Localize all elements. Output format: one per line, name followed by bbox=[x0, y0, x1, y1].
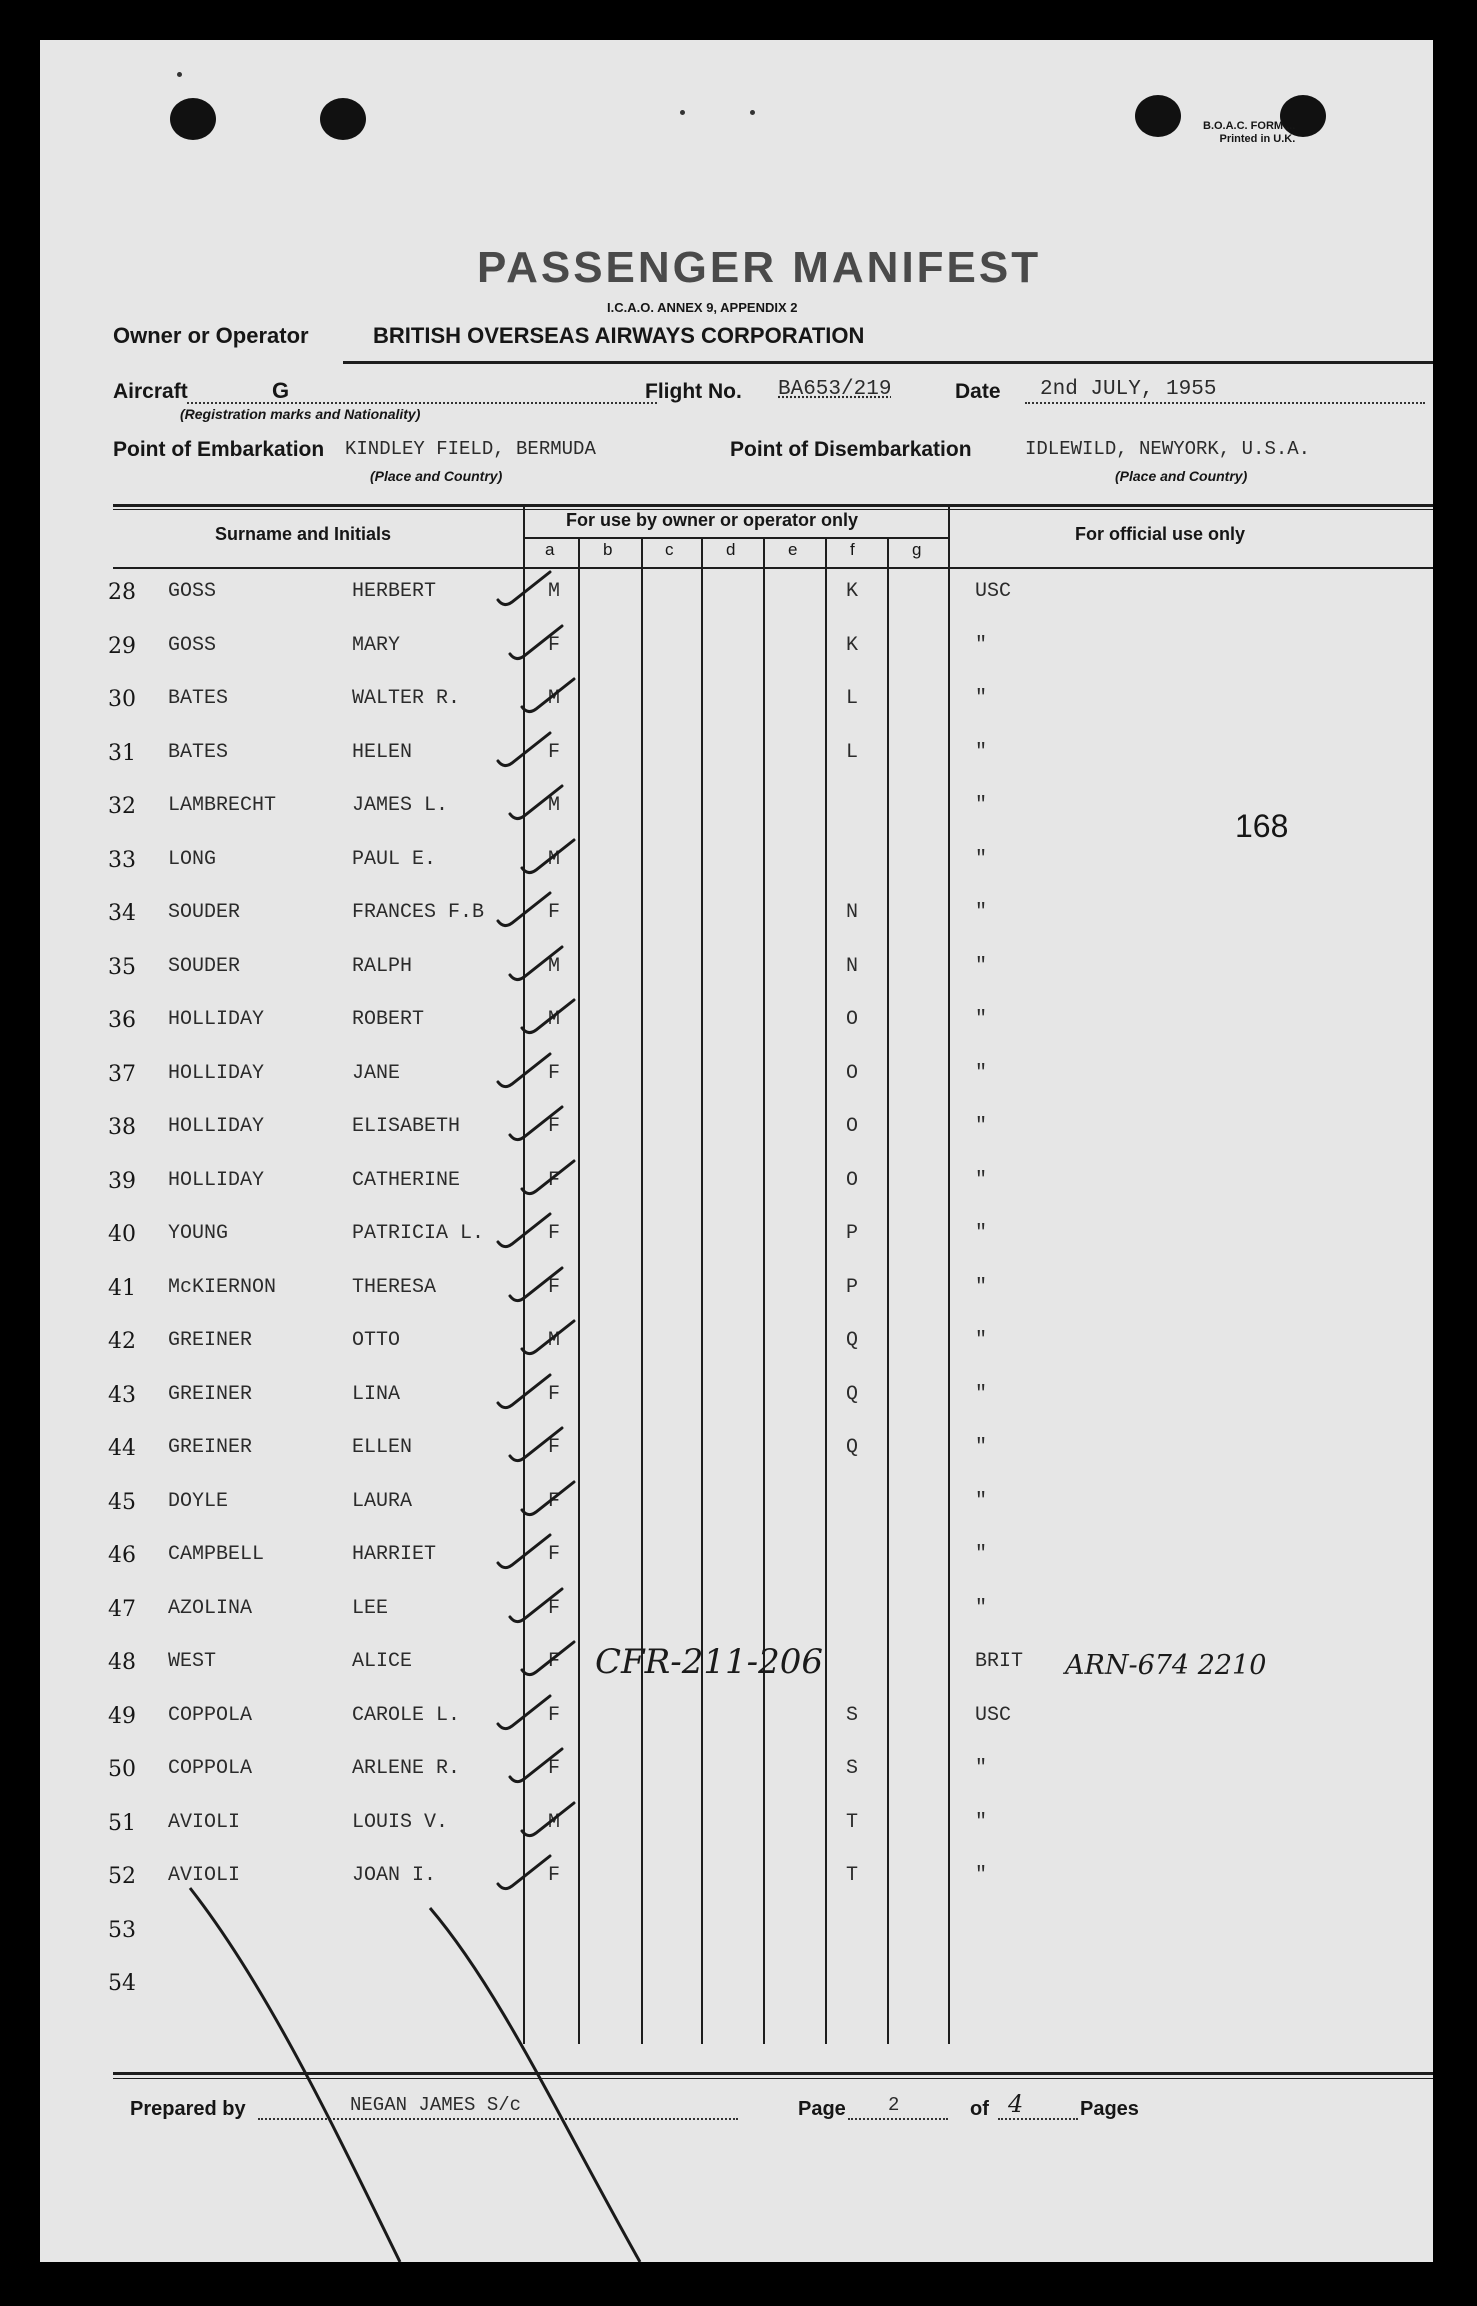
official-status: " bbox=[975, 1864, 988, 1887]
surname: LAMBRECHT bbox=[168, 794, 277, 817]
given-name: JAMES L. bbox=[352, 794, 449, 817]
row-number: 41 bbox=[108, 1276, 136, 1301]
sex: M bbox=[548, 794, 561, 817]
sex: M bbox=[548, 1329, 561, 1352]
punch-hole-icon bbox=[320, 98, 366, 140]
column-f-code: S bbox=[846, 1757, 859, 1780]
operator-column-letter: d bbox=[726, 540, 736, 559]
aircraft-label: Aircraft bbox=[113, 380, 188, 403]
surname-column-header: Surname and Initials bbox=[215, 524, 392, 544]
official-status: " bbox=[975, 1811, 988, 1834]
sex: F bbox=[548, 1704, 561, 1727]
prepared-by-line bbox=[258, 2118, 738, 2120]
row-number: 29 bbox=[108, 634, 136, 659]
row-number: 51 bbox=[108, 1811, 136, 1836]
sex: F bbox=[548, 1222, 561, 1245]
official-status: " bbox=[975, 1543, 988, 1566]
of-value: 4 bbox=[1008, 2090, 1024, 2118]
column-f-code: N bbox=[846, 901, 859, 924]
aircraft-value: G bbox=[272, 378, 290, 403]
row-number: 49 bbox=[108, 1704, 136, 1729]
speck-icon bbox=[177, 72, 182, 77]
surname: GREINER bbox=[168, 1329, 253, 1352]
column-f-code: S bbox=[846, 1704, 859, 1727]
column-divider bbox=[825, 538, 827, 2044]
given-name: OTTO bbox=[352, 1329, 401, 1352]
official-status: " bbox=[975, 1062, 988, 1085]
sex: M bbox=[548, 1008, 561, 1031]
punch-hole-icon bbox=[1135, 95, 1181, 137]
table-bottom-rule-2 bbox=[113, 2078, 1433, 2079]
surname: COPPOLA bbox=[168, 1704, 253, 1727]
table-bottom-rule bbox=[113, 2072, 1433, 2075]
surname: HOLLIDAY bbox=[168, 1169, 265, 1192]
row-number: 37 bbox=[108, 1062, 136, 1087]
table-top-rule bbox=[113, 504, 1433, 507]
sex: F bbox=[548, 1169, 561, 1192]
embarkation-note: (Place and Country) bbox=[370, 468, 503, 484]
sex: M bbox=[548, 580, 561, 603]
sex: F bbox=[548, 741, 561, 764]
handwritten-official-note: ARN-674 2210 bbox=[1065, 1650, 1267, 1681]
official-status: " bbox=[975, 1490, 988, 1513]
surname: LONG bbox=[168, 848, 217, 871]
official-status: " bbox=[975, 741, 988, 764]
row-number: 50 bbox=[108, 1757, 136, 1782]
surname: SOUDER bbox=[168, 901, 241, 924]
prepared-by-label: Prepared by bbox=[130, 2098, 246, 2120]
official-status: " bbox=[975, 1597, 988, 1620]
row-number: 44 bbox=[108, 1436, 136, 1461]
aircraft-note: (Registration marks and Nationality) bbox=[180, 406, 421, 422]
sex: F bbox=[548, 634, 561, 657]
surname: GREINER bbox=[168, 1383, 253, 1406]
surname: McKIERNON bbox=[168, 1276, 277, 1299]
divider bbox=[343, 361, 1433, 364]
row-number: 48 bbox=[108, 1650, 136, 1675]
surname: AVIOLI bbox=[168, 1811, 241, 1834]
manifest-sheet bbox=[40, 40, 1433, 2262]
surname: YOUNG bbox=[168, 1222, 229, 1245]
of-label: of bbox=[970, 2098, 989, 2120]
flight-label: Flight No. bbox=[645, 380, 742, 403]
row-number: 32 bbox=[108, 794, 136, 819]
row-number: 28 bbox=[108, 580, 136, 605]
given-name: CAROLE L. bbox=[352, 1704, 461, 1727]
given-name: JOAN I. bbox=[352, 1864, 437, 1887]
row-number: 46 bbox=[108, 1543, 136, 1568]
form-reference-line1: B.O.A.C. FORM ... bbox=[1203, 120, 1296, 132]
given-name: LAURA bbox=[352, 1490, 413, 1513]
column-f-code: K bbox=[846, 580, 859, 603]
given-name: LEE bbox=[352, 1597, 389, 1620]
column-f-code: T bbox=[846, 1811, 859, 1834]
row-number: 53 bbox=[108, 1918, 136, 1943]
page-label: Page bbox=[798, 2098, 846, 2120]
date-label: Date bbox=[955, 380, 1001, 403]
row-number: 33 bbox=[108, 848, 136, 873]
column-divider bbox=[887, 538, 889, 2044]
surname: GOSS bbox=[168, 634, 217, 657]
sex: M bbox=[548, 848, 561, 871]
official-status: " bbox=[975, 1169, 988, 1192]
given-name: ALICE bbox=[352, 1650, 413, 1673]
of-line bbox=[998, 2118, 1078, 2120]
column-f-code: O bbox=[846, 1115, 859, 1138]
official-status: " bbox=[975, 1757, 988, 1780]
official-status: " bbox=[975, 634, 988, 657]
table-header-rule bbox=[113, 567, 1433, 569]
speck-icon bbox=[750, 110, 755, 115]
column-f-code: Q bbox=[846, 1436, 859, 1459]
column-divider bbox=[701, 538, 703, 2044]
column-f-code: L bbox=[846, 687, 859, 710]
column-divider bbox=[763, 538, 765, 2044]
column-f-code: P bbox=[846, 1222, 859, 1245]
pages-label: Pages bbox=[1080, 2098, 1139, 2120]
page-line bbox=[848, 2118, 948, 2120]
disembarkation-label: Point of Disembarkation bbox=[730, 438, 972, 461]
date-line bbox=[1025, 402, 1425, 404]
given-name: RALPH bbox=[352, 955, 413, 978]
row-number: 47 bbox=[108, 1597, 136, 1622]
given-name: LINA bbox=[352, 1383, 401, 1406]
surname: BATES bbox=[168, 687, 229, 710]
operator-column-letter: e bbox=[788, 540, 798, 559]
column-f-code: O bbox=[846, 1169, 859, 1192]
sex: F bbox=[548, 1490, 561, 1513]
row-number: 38 bbox=[108, 1115, 136, 1140]
given-name: LOUIS V. bbox=[352, 1811, 449, 1834]
row-number: 43 bbox=[108, 1383, 136, 1408]
official-status: USC bbox=[975, 580, 1012, 603]
operator-column-letter: c bbox=[665, 540, 674, 559]
column-f-code: K bbox=[846, 634, 859, 657]
embarkation-label: Point of Embarkation bbox=[113, 438, 325, 461]
official-status: " bbox=[975, 1436, 988, 1459]
sex: F bbox=[548, 1436, 561, 1459]
owner-label: Owner or Operator bbox=[113, 323, 309, 348]
official-status: " bbox=[975, 955, 988, 978]
official-status: " bbox=[975, 1008, 988, 1031]
form-reference bbox=[1203, 120, 1295, 146]
cross-out-line bbox=[190, 1888, 400, 2262]
surname: HOLLIDAY bbox=[168, 1115, 265, 1138]
surname: BATES bbox=[168, 741, 229, 764]
row-number: 31 bbox=[108, 741, 136, 766]
surname: COPPOLA bbox=[168, 1757, 253, 1780]
given-name: ARLENE R. bbox=[352, 1757, 461, 1780]
official-status: " bbox=[975, 901, 988, 924]
official-status: " bbox=[975, 1222, 988, 1245]
page-title: PASSENGER MANIFEST bbox=[477, 243, 1042, 292]
pen-marks bbox=[40, 40, 1433, 2262]
prepared-by-value: NEGAN JAMES S/c bbox=[350, 2094, 522, 2116]
sex: F bbox=[548, 1757, 561, 1780]
official-status: " bbox=[975, 1276, 988, 1299]
sex: M bbox=[548, 955, 561, 978]
column-f-code: Q bbox=[846, 1329, 859, 1352]
column-f-code: P bbox=[846, 1276, 859, 1299]
surname: GREINER bbox=[168, 1436, 253, 1459]
sex: F bbox=[548, 1062, 561, 1085]
column-f-code: N bbox=[846, 955, 859, 978]
column-divider bbox=[948, 506, 950, 2044]
given-name: ELLEN bbox=[352, 1436, 413, 1459]
row-number: 45 bbox=[108, 1490, 136, 1515]
column-f-code: L bbox=[846, 741, 859, 764]
operator-column-letter: f bbox=[850, 540, 855, 559]
given-name: ELISABETH bbox=[352, 1115, 461, 1138]
operator-column-header: For use by owner or operator only bbox=[566, 510, 859, 530]
row-number: 40 bbox=[108, 1222, 136, 1247]
sex: F bbox=[548, 901, 561, 924]
surname: HOLLIDAY bbox=[168, 1062, 265, 1085]
disembarkation-note: (Place and Country) bbox=[1115, 468, 1248, 484]
row-number: 42 bbox=[108, 1329, 136, 1354]
row-number: 35 bbox=[108, 955, 136, 980]
given-name: MARY bbox=[352, 634, 401, 657]
given-name: CATHERINE bbox=[352, 1169, 461, 1192]
operator-column-letter: a bbox=[545, 540, 555, 559]
row-number: 52 bbox=[108, 1864, 136, 1889]
punch-hole-icon bbox=[170, 98, 216, 140]
operator-subheader-rule bbox=[524, 537, 949, 539]
surname: DOYLE bbox=[168, 1490, 229, 1513]
given-name: HELEN bbox=[352, 741, 413, 764]
official-status: " bbox=[975, 1329, 988, 1352]
given-name: HERBERT bbox=[352, 580, 437, 603]
surname: WEST bbox=[168, 1650, 217, 1673]
sex: F bbox=[548, 1383, 561, 1406]
sex: F bbox=[548, 1597, 561, 1620]
official-status: " bbox=[975, 687, 988, 710]
row-number: 54 bbox=[108, 1971, 136, 1996]
official-status: BRIT bbox=[975, 1650, 1024, 1673]
surname: SOUDER bbox=[168, 955, 241, 978]
sex: F bbox=[548, 1543, 561, 1566]
given-name: PATRICIA L. bbox=[352, 1222, 485, 1245]
sex: M bbox=[548, 687, 561, 710]
official-column-header: For official use only bbox=[1075, 524, 1246, 544]
row-number: 34 bbox=[108, 901, 136, 926]
official-status: " bbox=[975, 848, 988, 871]
sex: F bbox=[548, 1864, 561, 1887]
flight-value: BA653/219 bbox=[778, 378, 892, 401]
row-number: 30 bbox=[108, 687, 136, 712]
sex: M bbox=[548, 1811, 561, 1834]
owner-value: BRITISH OVERSEAS AIRWAYS CORPORATION bbox=[373, 323, 865, 348]
sex: F bbox=[548, 1115, 561, 1138]
cross-out-line bbox=[430, 1908, 640, 2262]
given-name: WALTER R. bbox=[352, 687, 461, 710]
official-status: " bbox=[975, 794, 988, 817]
operator-column-letter: b bbox=[603, 540, 613, 559]
column-f-code: O bbox=[846, 1062, 859, 1085]
page-value: 2 bbox=[888, 2094, 900, 2116]
row-number: 36 bbox=[108, 1008, 136, 1033]
form-reference-line2: Printed in U.K. bbox=[1219, 133, 1296, 145]
handwritten-note: CFR-211-206 bbox=[595, 1642, 823, 1682]
official-status: USC bbox=[975, 1704, 1012, 1727]
surname: GOSS bbox=[168, 580, 217, 603]
official-status: " bbox=[975, 1383, 988, 1406]
row-number: 39 bbox=[108, 1169, 136, 1194]
embarkation-value: KINDLEY FIELD, BERMUDA bbox=[345, 438, 596, 460]
aircraft-line bbox=[187, 402, 657, 404]
surname: AZOLINA bbox=[168, 1597, 253, 1620]
disembarkation-value: IDLEWILD, NEWYORK, U.S.A. bbox=[1025, 438, 1311, 460]
speck-icon bbox=[680, 110, 685, 115]
column-divider bbox=[578, 538, 580, 2044]
column-f-code: Q bbox=[846, 1383, 859, 1406]
stamp-number: 168 bbox=[1235, 808, 1289, 844]
sex: F bbox=[548, 1276, 561, 1299]
given-name: HARRIET bbox=[352, 1543, 437, 1566]
given-name: JANE bbox=[352, 1062, 401, 1085]
official-status: " bbox=[975, 1115, 988, 1138]
given-name: PAUL E. bbox=[352, 848, 437, 871]
surname: HOLLIDAY bbox=[168, 1008, 265, 1031]
date-value: 2nd JULY, 1955 bbox=[1040, 378, 1217, 401]
page-subtitle: I.C.A.O. ANNEX 9, APPENDIX 2 bbox=[607, 300, 798, 315]
operator-column-letter: g bbox=[912, 540, 922, 559]
given-name: FRANCES F.B bbox=[352, 901, 485, 924]
column-f-code: T bbox=[846, 1864, 859, 1887]
column-divider bbox=[641, 538, 643, 2044]
column-f-code: O bbox=[846, 1008, 859, 1031]
column-divider bbox=[523, 506, 525, 2044]
surname: AVIOLI bbox=[168, 1864, 241, 1887]
sex: F bbox=[548, 1650, 561, 1673]
surname: CAMPBELL bbox=[168, 1543, 265, 1566]
given-name: ROBERT bbox=[352, 1008, 425, 1031]
given-name: THERESA bbox=[352, 1276, 437, 1299]
